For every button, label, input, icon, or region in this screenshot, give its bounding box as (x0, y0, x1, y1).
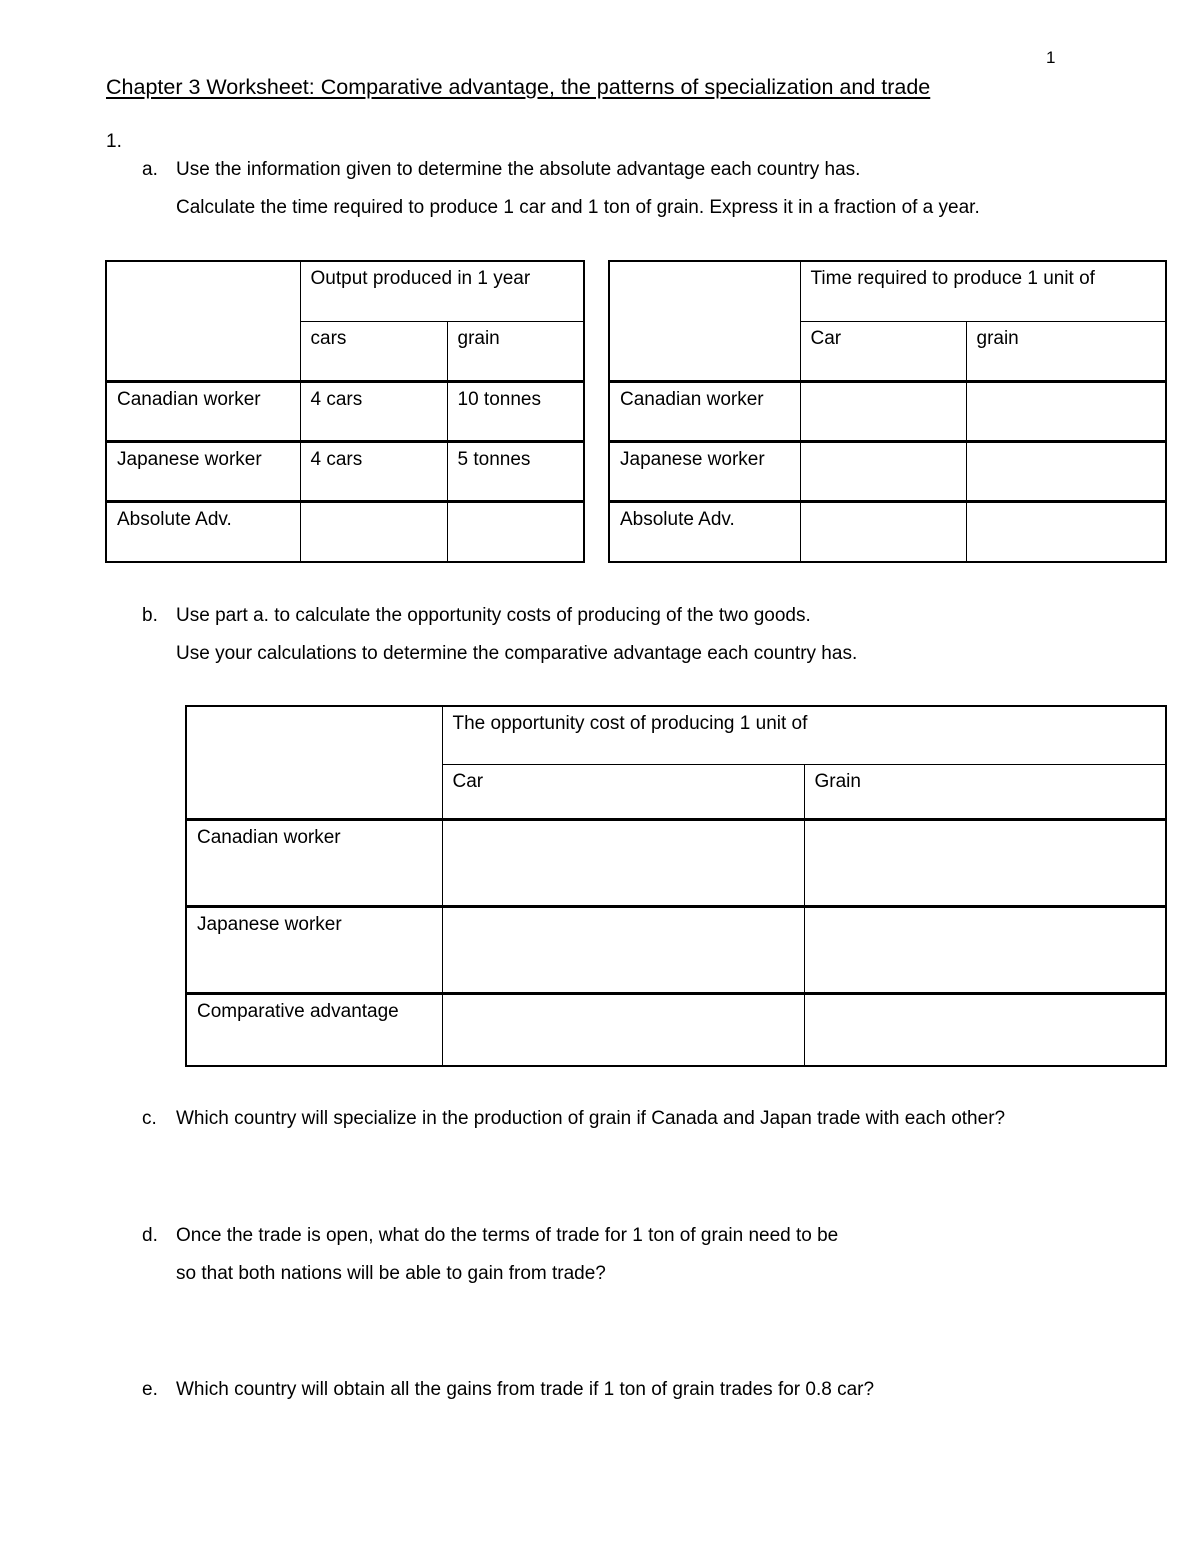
row-label: Absolute Adv. (609, 501, 800, 562)
time-table (608, 260, 1167, 563)
output-table-header: Output produced in 1 year (300, 261, 584, 321)
part-a-letter: a. (142, 159, 158, 180)
output-col-cars: cars (300, 321, 447, 381)
table-row (186, 993, 1166, 1066)
answer-cell[interactable] (804, 993, 1166, 1066)
part-a-line1: Use the information given to determine the absolute advantage each country has. (176, 159, 861, 180)
time-table-header: Time required to produce 1 unit of (800, 261, 1166, 321)
table-row (609, 381, 1166, 441)
time-col-car: Car (800, 321, 966, 381)
part-d-line2: so that both nations will be able to gain from trade? (176, 1263, 606, 1284)
table-row (106, 441, 584, 501)
output-table-corner (106, 261, 300, 381)
answer-cell[interactable] (800, 501, 966, 562)
answer-cell[interactable] (300, 501, 447, 562)
part-c-letter: c. (142, 1108, 157, 1129)
answer-cell[interactable] (966, 441, 1166, 501)
answer-cell[interactable] (966, 501, 1166, 562)
table-row (609, 501, 1166, 562)
answer-cell[interactable] (447, 501, 584, 562)
time-table-corner (609, 261, 800, 381)
row-label: Comparative advantage (186, 993, 442, 1066)
part-e-line1: Which country will obtain all the gains from trade if 1 ton of grain trades for 0.8 car? (176, 1379, 875, 1400)
page-number: 1 (1046, 48, 1056, 67)
table-row (609, 441, 1166, 501)
answer-cell[interactable] (800, 441, 966, 501)
cell-value: 4 cars (300, 381, 447, 441)
question-number: 1. (106, 131, 122, 152)
part-b-line1: Use part a. to calculate the opportunity costs of producing of the two goods. (176, 605, 811, 626)
opportunity-table-header: The opportunity cost of producing 1 unit of (442, 706, 1166, 764)
part-d-line1: Once the trade is open, what do the terms of trade for 1 ton of grain need to be (176, 1225, 839, 1246)
opportunity-table (185, 705, 1167, 1067)
opportunity-table-corner (186, 706, 442, 819)
row-label: Japanese worker (106, 441, 300, 501)
part-e-letter: e. (142, 1379, 158, 1400)
table-row (186, 819, 1166, 906)
answer-cell[interactable] (966, 381, 1166, 441)
worksheet-title: Chapter 3 Worksheet: Comparative advantage, the patterns of specialization and trade (106, 75, 931, 99)
table-row (106, 501, 584, 562)
table-row (186, 906, 1166, 993)
answer-cell[interactable] (442, 906, 804, 993)
time-col-grain: grain (966, 321, 1166, 381)
opportunity-col-car: Car (442, 764, 804, 819)
opportunity-col-grain: Grain (804, 764, 1166, 819)
cell-value: 4 cars (300, 441, 447, 501)
answer-cell[interactable] (800, 381, 966, 441)
row-label: Canadian worker (609, 381, 800, 441)
answer-cell[interactable] (804, 906, 1166, 993)
row-label: Absolute Adv. (106, 501, 300, 562)
answer-cell[interactable] (442, 819, 804, 906)
cell-value: 10 tonnes (447, 381, 584, 441)
answer-cell[interactable] (804, 819, 1166, 906)
row-label: Japanese worker (186, 906, 442, 993)
table-row (106, 381, 584, 441)
part-a-line2: Calculate the time required to produce 1 car and 1 ton of grain. Express it in a fraction of a year. (176, 197, 980, 218)
row-label: Canadian worker (186, 819, 442, 906)
row-label: Canadian worker (106, 381, 300, 441)
row-label: Japanese worker (609, 441, 800, 501)
part-d-letter: d. (142, 1225, 158, 1246)
output-table (105, 260, 585, 563)
output-col-grain: grain (447, 321, 584, 381)
part-b-line2: Use your calculations to determine the comparative advantage each country has. (176, 643, 858, 664)
cell-value: 5 tonnes (447, 441, 584, 501)
part-c-line1: Which country will specialize in the production of grain if Canada and Japan trade with each other? (176, 1108, 1006, 1129)
answer-cell[interactable] (442, 993, 804, 1066)
part-b-letter: b. (142, 605, 158, 626)
